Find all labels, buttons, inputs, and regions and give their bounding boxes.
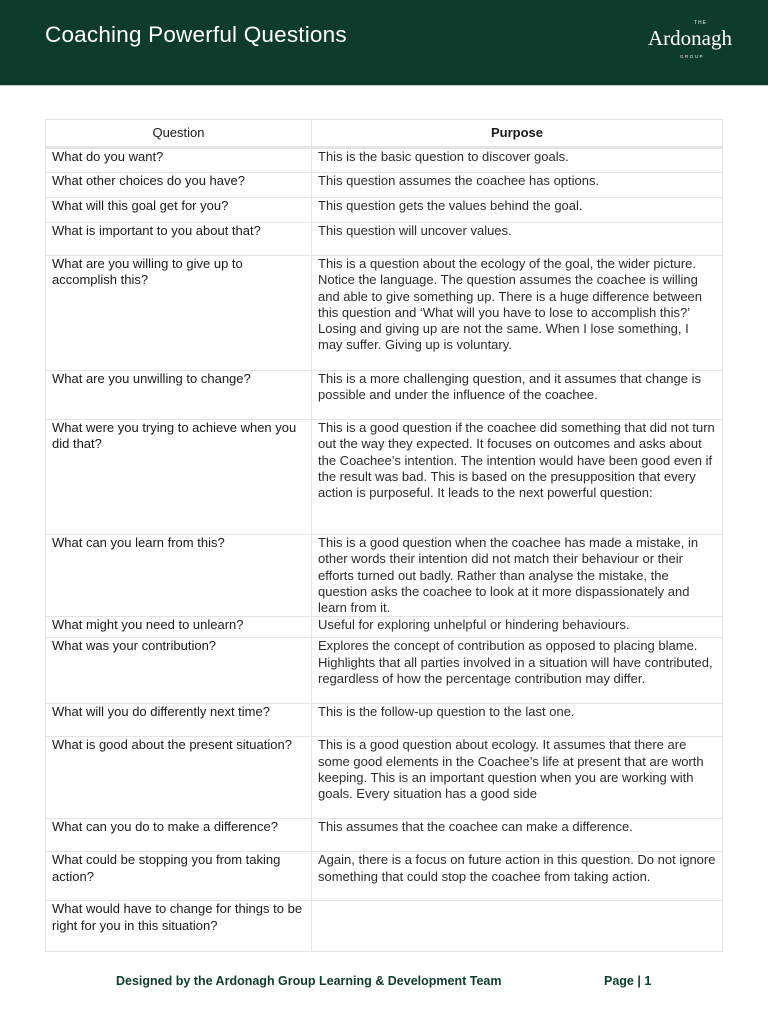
question-cell: What do you want? bbox=[46, 148, 312, 173]
logo-group-text: GROUP bbox=[680, 54, 705, 59]
table-row bbox=[46, 256, 723, 371]
question-cell: What are you willing to give up to accomplish this? bbox=[46, 256, 312, 371]
purpose-cell bbox=[312, 901, 723, 952]
table-header-row bbox=[46, 120, 723, 148]
table-row bbox=[46, 852, 723, 901]
table-row bbox=[46, 198, 723, 223]
purpose-cell: This is a good question about ecology. It assumes that there are some good elements in the Coachee’s life at present that are worth keeping. This is an important question when you are working with goals. Every situation has a good side bbox=[312, 737, 723, 819]
purpose-cell: This is the follow-up question to the last one. bbox=[312, 704, 723, 737]
purpose-cell: This is the basic question to discover goals. bbox=[312, 148, 723, 173]
purpose-cell: This question assumes the coachee has options. bbox=[312, 173, 723, 198]
question-cell: What other choices do you have? bbox=[46, 173, 312, 198]
column-header-purpose: Purpose bbox=[312, 120, 723, 148]
question-cell: What can you learn from this? bbox=[46, 535, 312, 617]
page-header bbox=[0, 0, 768, 86]
purpose-cell: This assumes that the coachee can make a difference. bbox=[312, 819, 723, 852]
question-cell: What were you trying to achieve when you did that? bbox=[46, 420, 312, 535]
question-cell: What is important to you about that? bbox=[46, 223, 312, 256]
page-number: Page | 1 bbox=[604, 974, 652, 988]
table-row bbox=[46, 420, 723, 535]
purpose-cell: Useful for exploring unhelpful or hindering behaviours. bbox=[312, 617, 723, 638]
question-cell: What might you need to unlearn? bbox=[46, 617, 312, 638]
footer-credit: Designed by the Ardonagh Group Learning & Development Team bbox=[116, 974, 502, 988]
purpose-cell: Again, there is a focus on future action in this question. Do not ignore something that could stop the coachee from taking action. bbox=[312, 852, 723, 901]
page-title: Coaching Powerful Questions bbox=[45, 22, 347, 47]
purpose-cell: This question gets the values behind the goal. bbox=[312, 198, 723, 223]
table-row bbox=[46, 704, 723, 737]
purpose-cell: This is a good question when the coachee has made a mistake, in other words their intention did not match their behaviour or their efforts turned out badly. Rather than analyse the mistake, the question asks the coachee to look at it more dispassionately and learn from it. bbox=[312, 535, 723, 617]
question-cell: What are you unwilling to change? bbox=[46, 371, 312, 420]
table-row bbox=[46, 737, 723, 819]
table-row bbox=[46, 535, 723, 617]
question-cell: What is good about the present situation? bbox=[46, 737, 312, 819]
purpose-cell: This is a good question if the coachee did something that did not turn out the way they expected. It focuses on outcomes and asks about the Coachee’s intention. The intention would have been good even if the result was bad. This is based on the presupposition that every action is purposeful. It leads to the next powerful question: bbox=[312, 420, 723, 535]
question-cell: What will this goal get for you? bbox=[46, 198, 312, 223]
table-row bbox=[46, 223, 723, 256]
table-row bbox=[46, 819, 723, 852]
purpose-cell: This is a more challenging question, and it assumes that change is possible and under the influence of the coachee. bbox=[312, 371, 723, 420]
question-cell: What would have to change for things to be right for you in this situation? bbox=[46, 901, 312, 952]
table-row bbox=[46, 371, 723, 420]
question-cell: What will you do differently next time? bbox=[46, 704, 312, 737]
table-row bbox=[46, 173, 723, 198]
table-row bbox=[46, 638, 723, 704]
table-row bbox=[46, 148, 723, 173]
question-cell: What was your contribution? bbox=[46, 638, 312, 704]
ardonagh-logo bbox=[640, 20, 750, 68]
questions-table bbox=[45, 119, 723, 952]
table-row bbox=[46, 901, 723, 952]
question-cell: What can you do to make a difference? bbox=[46, 819, 312, 852]
logo-the-text: THE bbox=[694, 20, 707, 26]
purpose-cell: This is a question about the ecology of the goal, the wider picture. Notice the language. The question assumes the coachee is willing and able to give something up. There is a huge difference between this question and ‘What will you have to lose to accomplish this?’ Losing and giving up are not the same. When I lose something, I may suffer. Giving up is voluntary. bbox=[312, 256, 723, 371]
question-cell: What could be stopping you from taking action? bbox=[46, 852, 312, 901]
purpose-cell: This question will uncover values. bbox=[312, 223, 723, 256]
table-row bbox=[46, 617, 723, 638]
column-header-question: Question bbox=[46, 120, 312, 148]
logo-name-text: Ardonagh bbox=[648, 26, 732, 50]
purpose-cell: Explores the concept of contribution as opposed to placing blame. Highlights that all parties involved in a situation will have contributed, regardless of how the percentage contribution may differ. bbox=[312, 638, 723, 704]
